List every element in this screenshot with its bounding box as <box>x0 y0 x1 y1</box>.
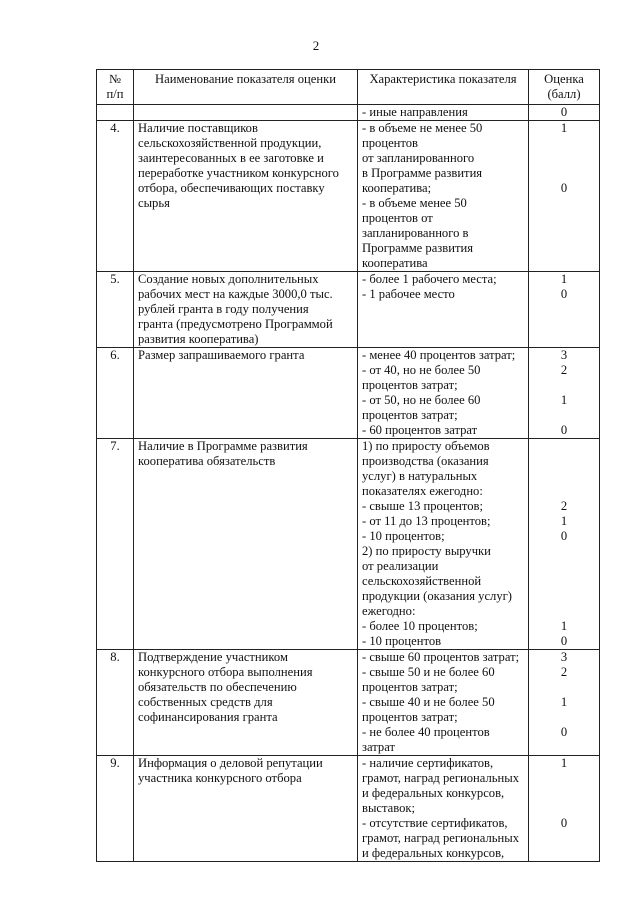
row-number: 8. <box>110 650 120 664</box>
row-number-cell <box>97 272 134 348</box>
characteristic-line: - свыше 60 процентов затрат; <box>362 650 520 664</box>
score-cell <box>529 439 600 650</box>
indicator-name-line: собственных средств для <box>138 695 273 709</box>
blank-line <box>533 439 595 454</box>
characteristic-line: - свыше 13 процентов; <box>362 499 483 513</box>
characteristic-line: - в объеме менее 50 <box>362 196 467 210</box>
score-value: 1 <box>560 514 568 528</box>
row-number-cell <box>97 650 134 756</box>
indicator-name-cell <box>134 348 358 439</box>
indicator-name-line: отбора, обеспечивающих поставку <box>138 181 325 195</box>
characteristic-line: - 10 процентов <box>362 634 442 648</box>
score-value: 3 <box>560 348 568 362</box>
row-number-cell <box>97 121 134 272</box>
table-row <box>97 105 600 121</box>
characteristic-line: 1) по приросту объемов <box>362 439 490 453</box>
table-row <box>97 650 600 756</box>
table-header-row <box>97 70 600 105</box>
characteristic-cell <box>358 439 529 650</box>
characteristic-line: - свыше 40 и не более 50 <box>362 695 495 709</box>
table-body <box>97 105 600 862</box>
score-cell <box>529 650 600 756</box>
indicator-name-line: Создание новых дополнительных <box>138 272 319 286</box>
blank-line <box>533 166 595 181</box>
characteristic-line: процентов затрат; <box>362 408 458 422</box>
indicator-name-line: гранта (предусмотрено Программой <box>138 317 333 331</box>
header-name-text: Наименование показателя оценки <box>155 72 336 86</box>
characteristic-line: процентов от <box>362 211 433 225</box>
indicator-name-line: Наличие в Программе развития <box>138 439 308 453</box>
score-cell <box>529 348 600 439</box>
characteristic-line: ежегодно: <box>362 604 416 618</box>
table-row <box>97 121 600 272</box>
characteristic-line: - наличие сертификатов, <box>362 756 494 770</box>
score-cell <box>529 105 600 121</box>
characteristic-line: - 1 рабочее место <box>362 287 455 301</box>
blank-line <box>533 574 595 589</box>
characteristic-line: - иные направления <box>362 105 468 119</box>
row-number: 9. <box>110 756 120 770</box>
score-value: 1 <box>560 619 568 633</box>
characteristic-line: услуг) в натуральных <box>362 469 478 483</box>
characteristic-line: - в объеме не менее 50 <box>362 121 483 135</box>
score-value: 0 <box>560 529 568 543</box>
blank-line <box>533 544 595 559</box>
score-value: 0 <box>560 287 568 301</box>
blank-line <box>533 484 595 499</box>
characteristic-line: и федеральных конкурсов, <box>362 786 505 800</box>
characteristic-line: - от 40, но не более 50 <box>362 363 481 377</box>
characteristic-line: процентов <box>362 136 418 150</box>
characteristic-line: в Программе развития <box>362 166 483 180</box>
characteristic-cell <box>358 348 529 439</box>
characteristic-cell <box>358 650 529 756</box>
row-number: 7. <box>110 439 120 453</box>
indicator-name-line: кооператива обязательств <box>138 454 276 468</box>
indicator-name-line: Размер запрашиваемого гранта <box>138 348 305 362</box>
blank-line <box>533 469 595 484</box>
score-value: 3 <box>560 650 568 664</box>
characteristic-line: продукции (оказания услуг) <box>362 589 512 603</box>
indicator-name-line: Информация о деловой репутации <box>138 756 323 770</box>
characteristic-line: 2) по приросту выручки <box>362 544 491 558</box>
score-value: 0 <box>560 105 568 119</box>
characteristic-line: запланированного в <box>362 226 469 240</box>
characteristic-line: Программе развития <box>362 241 474 255</box>
score-value: 2 <box>560 499 568 513</box>
characteristic-line: выставок; <box>362 801 416 815</box>
characteristic-line: - свыше 50 и не более 60 <box>362 665 495 679</box>
row-number: 4. <box>110 121 120 135</box>
row-number: 5. <box>110 272 120 286</box>
blank-line <box>533 408 595 423</box>
header-characteristic <box>358 70 529 105</box>
row-number-cell <box>97 756 134 862</box>
indicator-name-line: сырья <box>138 196 170 210</box>
characteristic-cell <box>358 272 529 348</box>
characteristic-line: кооператива <box>362 256 428 270</box>
characteristic-line: - отсутствие сертификатов, <box>362 816 508 830</box>
indicator-name-line: заинтересованных в ее заготовке и <box>138 151 324 165</box>
score-value: 0 <box>560 634 568 648</box>
indicator-name-line: сельскохозяйственной продукции, <box>138 136 322 150</box>
header-characteristic-text: Характеристика показателя <box>369 72 517 86</box>
score-value: 0 <box>560 816 568 830</box>
indicator-name-line: рабочих мест на каждые 3000,0 тыс. <box>138 287 333 301</box>
score-value: 1 <box>560 393 568 407</box>
blank-line <box>533 786 595 801</box>
characteristic-cell <box>358 121 529 272</box>
blank-line <box>533 151 595 166</box>
row-number-cell <box>97 439 134 650</box>
score-cell <box>529 272 600 348</box>
characteristic-line: от запланированного <box>362 151 475 165</box>
page-number: 2 <box>312 38 320 53</box>
score-value: 1 <box>560 695 568 709</box>
indicator-name-line: обязательств по обеспечению <box>138 680 297 694</box>
characteristic-line: кооператива; <box>362 181 432 195</box>
table-row <box>97 348 600 439</box>
indicator-name-line: участника конкурсного отбора <box>138 771 302 785</box>
blank-line <box>533 771 595 786</box>
indicator-name-cell <box>134 650 358 756</box>
characteristic-line: производства (оказания <box>362 454 489 468</box>
blank-line <box>533 454 595 469</box>
score-value: 0 <box>560 181 568 195</box>
score-value: 1 <box>560 272 568 286</box>
indicator-name-line: софинансирования гранта <box>138 710 278 724</box>
score-cell <box>529 121 600 272</box>
blank-line <box>533 589 595 604</box>
header-score-line: (балл) <box>547 87 581 101</box>
indicator-name-line: Подтверждение участником <box>138 650 288 664</box>
row-number-cell <box>97 105 134 121</box>
row-number <box>101 105 129 120</box>
blank-line <box>533 559 595 574</box>
indicator-name-line: конкурсного отбора выполнения <box>138 665 313 679</box>
characteristic-line: процентов затрат; <box>362 680 458 694</box>
score-value: 0 <box>560 725 568 739</box>
blank-line <box>533 604 595 619</box>
blank-line <box>533 680 595 695</box>
characteristic-line: - не более 40 процентов <box>362 725 490 739</box>
score-value: 2 <box>560 363 568 377</box>
characteristic-line: - более 10 процентов; <box>362 619 478 633</box>
header-num <box>97 70 134 105</box>
header-score-line: Оценка <box>544 72 584 86</box>
blank-line <box>533 801 595 816</box>
header-score <box>529 70 600 105</box>
characteristic-cell <box>358 105 529 121</box>
score-value: 1 <box>560 121 568 135</box>
characteristic-line: процентов затрат; <box>362 710 458 724</box>
characteristic-line: - от 50, но не более 60 <box>362 393 481 407</box>
table-row <box>97 439 600 650</box>
header-num-line: п/п <box>106 87 124 101</box>
blank-line <box>533 136 595 151</box>
table-row <box>97 272 600 348</box>
characteristic-line: затрат <box>362 740 395 754</box>
indicator-name-cell <box>134 272 358 348</box>
header-num-line: № <box>108 72 122 86</box>
indicator-name-cell <box>134 756 358 862</box>
characteristic-line: - менее 40 процентов затрат; <box>362 348 516 362</box>
indicator-name-cell <box>134 439 358 650</box>
blank-line <box>533 378 595 393</box>
characteristic-line: грамот, наград региональных <box>362 771 519 785</box>
indicator-name-line: Наличие поставщиков <box>138 121 258 135</box>
indicator-name-line: переработке участником конкурсного <box>138 166 339 180</box>
indicator-name-line: рублей гранта в году получения <box>138 302 309 316</box>
characteristic-line: - от 11 до 13 процентов; <box>362 514 491 528</box>
score-cell <box>529 756 600 862</box>
characteristic-line: - 10 процентов; <box>362 529 445 543</box>
characteristic-line: процентов затрат; <box>362 378 458 392</box>
characteristic-line: - более 1 рабочего места; <box>362 272 497 286</box>
indicator-name-line: развития кооператива) <box>138 332 259 346</box>
characteristic-line: грамот, наград региональных <box>362 831 519 845</box>
score-value: 1 <box>560 756 568 770</box>
characteristic-line: - 60 процентов затрат <box>362 423 478 437</box>
table-row <box>97 756 600 862</box>
indicator-name-cell <box>134 121 358 272</box>
characteristic-cell <box>358 756 529 862</box>
characteristic-line: сельскохозяйственной <box>362 574 482 588</box>
indicator-name-cell <box>134 105 358 121</box>
row-number: 6. <box>110 348 120 362</box>
blank-line <box>533 710 595 725</box>
row-number-cell <box>97 348 134 439</box>
characteristic-line: и федеральных конкурсов, <box>362 846 505 860</box>
score-value: 0 <box>560 423 568 437</box>
score-value: 2 <box>560 665 568 679</box>
characteristic-line: от реализации <box>362 559 439 573</box>
criteria-table <box>96 69 600 862</box>
characteristic-line: показателях ежегодно: <box>362 484 483 498</box>
header-name <box>134 70 358 105</box>
